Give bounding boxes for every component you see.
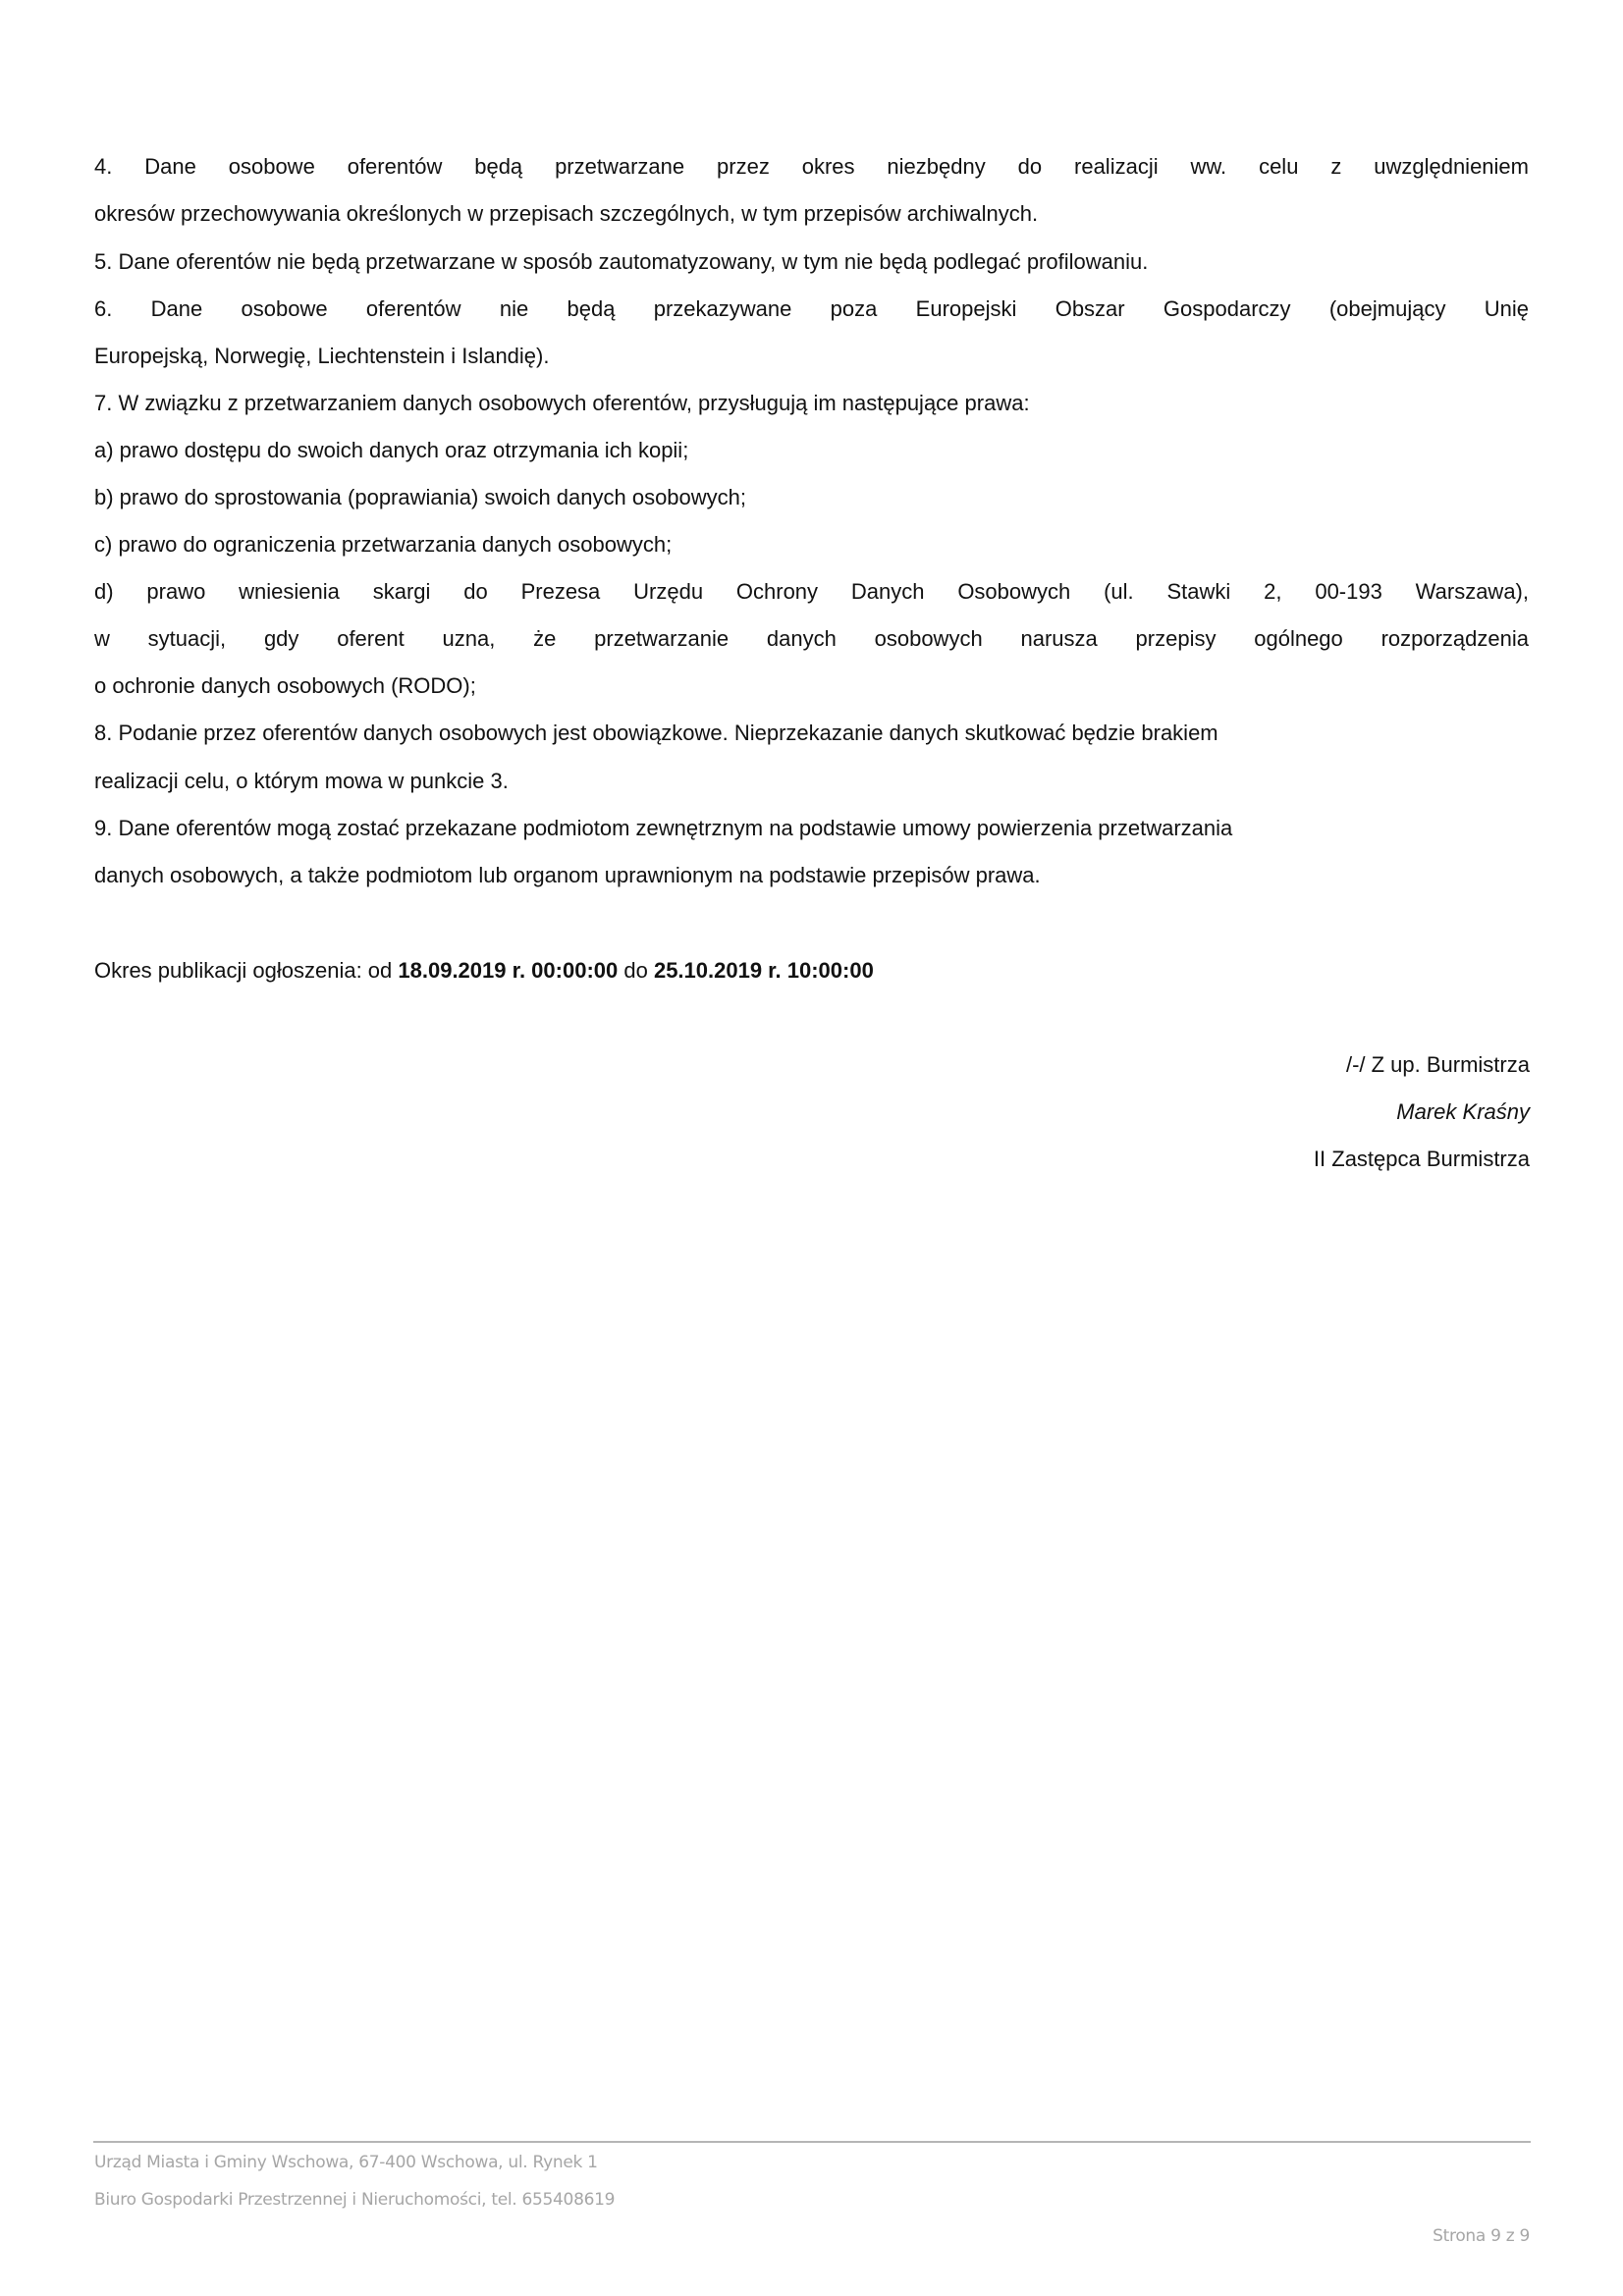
signature-title: II Zastępca Burmistrza <box>1313 1147 1530 1171</box>
right-d-line-2: w sytuacji, gdy oferent uzna, że przetwarzanie danych osobowych narusza przepisy ogólnego rozporządzenia <box>94 626 1529 651</box>
footer-department: Biuro Gospodarki Przestrzennej i Nieruchomości, tel. 655408619 <box>94 2190 616 2210</box>
right-a: a) prawo dostępu do swoich danych oraz otrzymania ich kopii; <box>94 438 689 462</box>
paragraph-6-line-1: 6. Dane osobowe oferentów nie będą przekazywane poza Europejski Obszar Gospodarczy (obejmujący Unię <box>94 296 1529 321</box>
paragraph-4-line-2: okresów przechowywania określonych w przepisach szczególnych, w tym przepisów archiwalnych. <box>94 201 1039 226</box>
footer-address: Urząd Miasta i Gminy Wschowa, 67-400 Wschowa, ul. Rynek 1 <box>94 2153 598 2172</box>
publication-from: 18.09.2019 r. 00:00:00 <box>398 958 619 983</box>
paragraph-9-line-1: 9. Dane oferentów mogą zostać przekazane podmiotom zewnętrznym na podstawie umowy powierzenia przetwarzania <box>94 816 1233 840</box>
paragraph-4-line-1: 4. Dane osobowe oferentów będą przetwarzane przez okres niezbędny do realizacji ww. celu z uwzględnieniem <box>94 154 1529 179</box>
right-b: b) prawo do sprostowania (poprawiania) swoich danych osobowych; <box>94 485 747 509</box>
paragraph-5: 5. Dane oferentów nie będą przetwarzane w sposób zautomatyzowany, w tym nie będą podlegać profilowaniu. <box>94 249 1149 274</box>
right-c: c) prawo do ograniczenia przetwarzania danych osobowych; <box>94 532 673 557</box>
footer-divider <box>93 2141 1531 2143</box>
publication-period <box>94 956 1529 986</box>
paragraph-8-line-1: 8. Podanie przez oferentów danych osobowych jest obowiązkowe. Nieprzekazanie danych skutkować będzie brakiem <box>94 721 1218 745</box>
signature-authorization: /-/ Z up. Burmistrza <box>1345 1052 1530 1077</box>
publication-to: 25.10.2019 r. 10:00:00 <box>653 958 874 983</box>
right-d-line-3: o ochronie danych osobowych (RODO); <box>94 673 476 698</box>
publication-mid: do <box>618 958 654 983</box>
right-d-line-1: d) prawo wniesienia skargi do Prezesa Urzędu Ochrony Danych Osobowych (ul. Stawki 2, 00-193 Warszawa), <box>94 579 1529 604</box>
publication-label: Okres publikacji ogłoszenia: od <box>94 958 399 983</box>
paragraph-9-line-2: danych osobowych, a także podmiotom lub organom uprawnionym na podstawie przepisów prawa. <box>94 863 1041 887</box>
paragraph-6-line-2: Europejską, Norwegię, Liechtenstein i Islandię). <box>94 344 550 368</box>
signature-name: Marek Kraśny <box>1396 1099 1530 1124</box>
paragraph-8-line-2: realizacji celu, o którym mowa w punkcie 3. <box>94 769 509 793</box>
paragraph-7: 7. W związku z przetwarzaniem danych osobowych oferentów, przysługują im następujące prawa: <box>94 391 1030 415</box>
page-number: Strona 9 z 9 <box>1433 2226 1530 2246</box>
